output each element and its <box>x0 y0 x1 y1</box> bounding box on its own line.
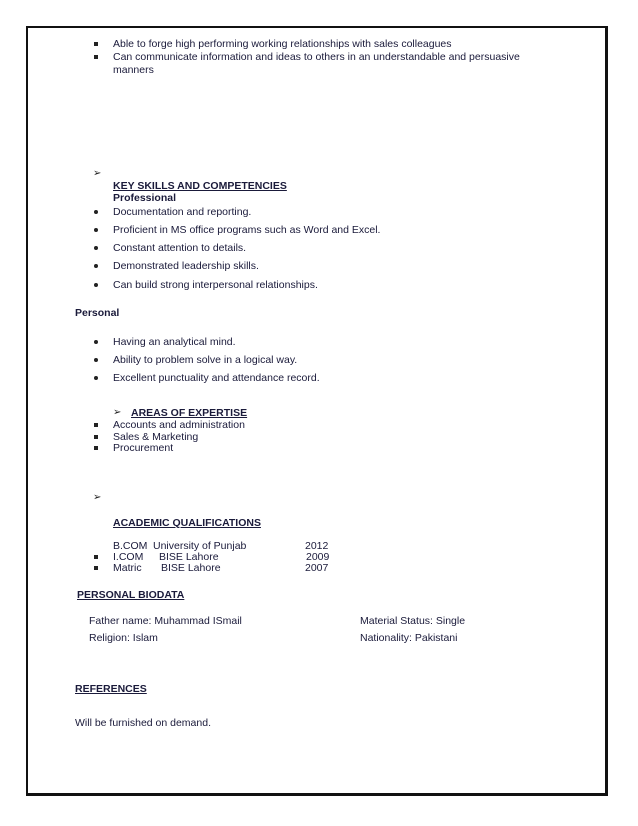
father-name: Father name: Muhammad ISmail <box>89 615 242 627</box>
references-heading: REFERENCES <box>75 683 147 695</box>
academic-degree: I.COM <box>113 551 144 563</box>
nationality: Nationality: Pakistani <box>360 632 458 644</box>
dot-bullet-icon <box>94 283 98 287</box>
expertise-item: Sales & Marketing <box>113 431 199 443</box>
references-text: Will be furnished on demand. <box>75 717 211 729</box>
personal-skill: Excellent punctuality and attendance record. <box>113 372 320 384</box>
arrow-bullet-icon: ➢ <box>93 492 102 503</box>
top-bullet-2: Can communicate information and ideas to others in an understandable and persuasive <box>113 51 520 63</box>
academic-institute: BISE Lahore <box>161 562 221 574</box>
arrow-bullet-icon: ➢ <box>93 168 102 179</box>
square-bullet-icon <box>94 446 98 450</box>
top-bullet-1: Able to forge high performing working relationships with sales colleagues <box>113 38 452 50</box>
academic-year: 2012 <box>305 540 329 552</box>
academic-heading: ACADEMIC QUALIFICATIONS <box>113 517 261 529</box>
dot-bullet-icon <box>94 340 98 344</box>
professional-skill: Proficient in MS office programs such as Word and Excel. <box>113 224 381 236</box>
dot-bullet-icon <box>94 246 98 250</box>
expertise-item: Accounts and administration <box>113 419 245 431</box>
academic-institute: BISE Lahore <box>159 551 219 563</box>
square-bullet-icon <box>94 435 98 439</box>
dot-bullet-icon <box>94 264 98 268</box>
religion: Religion: Islam <box>89 632 158 644</box>
dot-bullet-icon <box>94 376 98 380</box>
dot-bullet-icon <box>94 228 98 232</box>
expertise-heading: AREAS OF EXPERTISE <box>131 407 248 419</box>
marital-status: Material Status: Single <box>360 615 466 627</box>
personal-skill: Having an analytical mind. <box>113 336 236 348</box>
top-bullet-2-cont: manners <box>113 64 154 76</box>
dot-bullet-icon <box>94 210 98 214</box>
personal-heading: Personal <box>75 307 120 319</box>
professional-skill: Can build strong interpersonal relationships. <box>113 279 318 291</box>
biodata-heading: PERSONAL BIODATA <box>77 589 185 601</box>
expertise-item: Procurement <box>113 442 174 454</box>
square-bullet-icon <box>94 566 98 570</box>
academic-institute: University of Punjab <box>153 540 247 552</box>
academic-year: 2007 <box>305 562 329 574</box>
academic-year: 2009 <box>306 551 330 563</box>
square-bullet-icon <box>94 55 98 59</box>
dot-bullet-icon <box>94 358 98 362</box>
skills-heading: KEY SKILLS AND COMPETENCIES <box>113 180 287 192</box>
square-bullet-icon <box>94 555 98 559</box>
academic-degree: Matric <box>113 562 142 574</box>
professional-skill: Documentation and reporting. <box>113 206 252 218</box>
skills-subheading: Professional <box>113 192 177 204</box>
arrow-bullet-icon: ➢ <box>113 407 122 418</box>
personal-skill: Ability to problem solve in a logical way. <box>113 354 298 366</box>
academic-degree: B.COM <box>113 540 148 552</box>
professional-skill: Demonstrated leadership skills. <box>113 260 259 272</box>
professional-skill: Constant attention to details. <box>113 242 247 254</box>
square-bullet-icon <box>94 42 98 46</box>
square-bullet-icon <box>94 423 98 427</box>
